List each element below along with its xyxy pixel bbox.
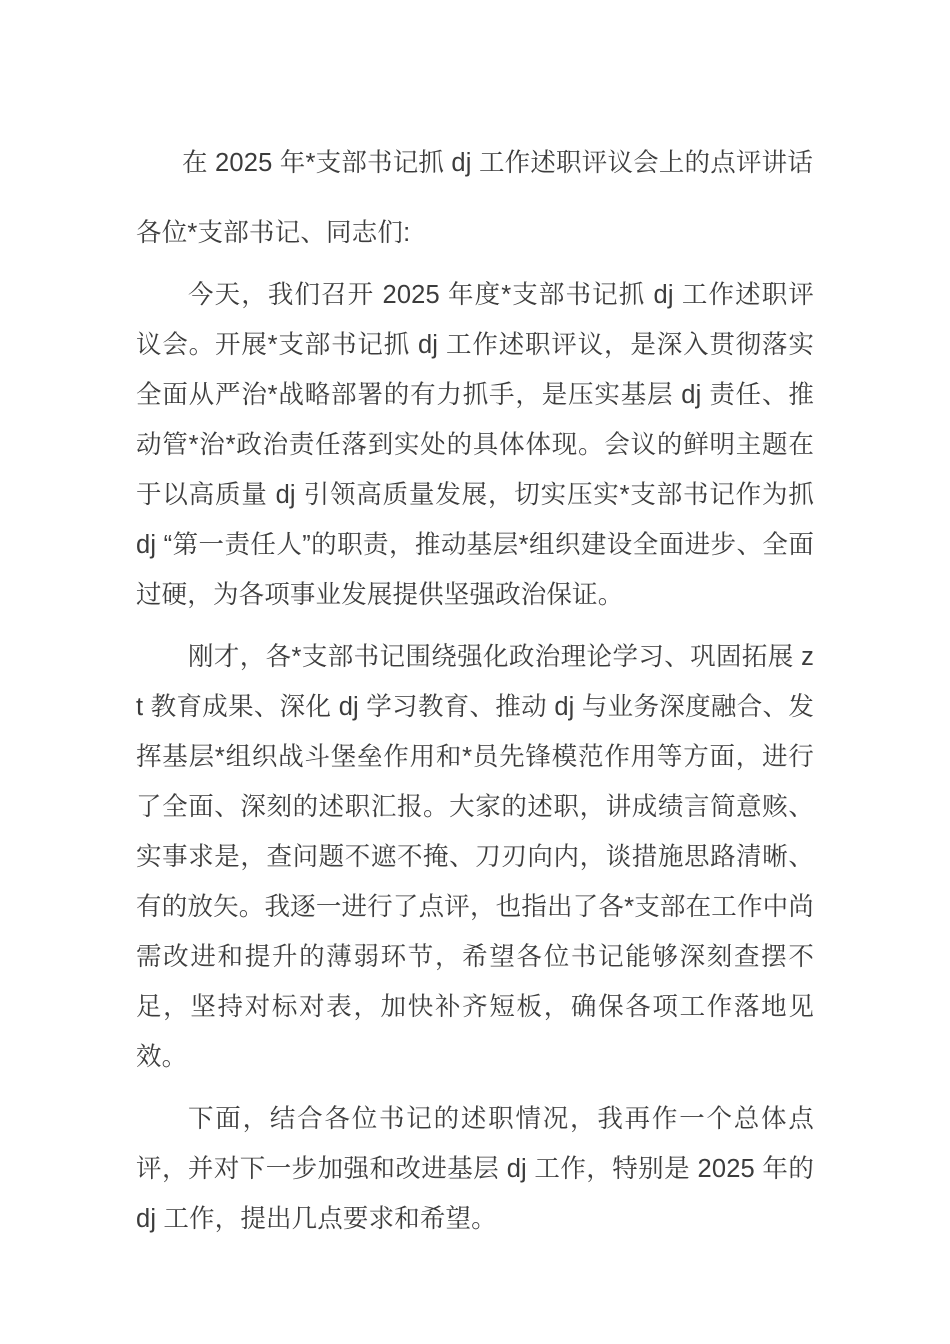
document-title: 在 2025 年*支部书记抓 dj 工作述职评议会上的点评讲话	[182, 149, 814, 177]
body-paragraph-3: 下面，结合各位书记的述职情况，我再作一个总体点评，并对下一步加强和改进基层 dj 工作，特别是 2025 年的 dj 工作，提出几点要求和希望。	[136, 1105, 814, 1233]
body-paragraph-2: 刚才，各*支部书记围绕强化政治理论学习、巩固拓展 zt 教育成果、深化 dj 学习教育、推动 dj 与业务深度融合、发挥基层*组织战斗堡垒作用和*员先锋模范作用等方面，进行了全面、深刻的述职汇报。大家的述职，讲成绩言简意赅、实事求是，查问题不遮不掩、刀刃向内，谈措施思路清晰、有的放矢。我逐一进行了点评，也指出了各*支部在工作中尚需改进和提升的薄弱环节，希望各位书记能够深刻查摆不足，坚持对标对表，加快补齐短板，确保各项工作落地见效。	[136, 643, 814, 1071]
body-paragraph-1: 今天，我们召开 2025 年度*支部书记抓 dj 工作述职评议会。开展*支部书记抓 dj 工作述职评议，是深入贯彻落实全面从严治*战略部署的有力抓手，是压实基层 dj 责任、推动管*治*政治责任落到实处的具体体现。会议的鲜明主题在于以高质量 dj 引领高质量发展，切实压实*支部书记作为抓 dj “第一责任人”的职责，推动基层*组织建设全面进步、全面过硬，为各项事业发展提供坚强政治保证。	[136, 281, 814, 609]
document-body	[136, 138, 814, 1244]
salutation-line: 各位*支部书记、同志们:	[136, 219, 411, 247]
